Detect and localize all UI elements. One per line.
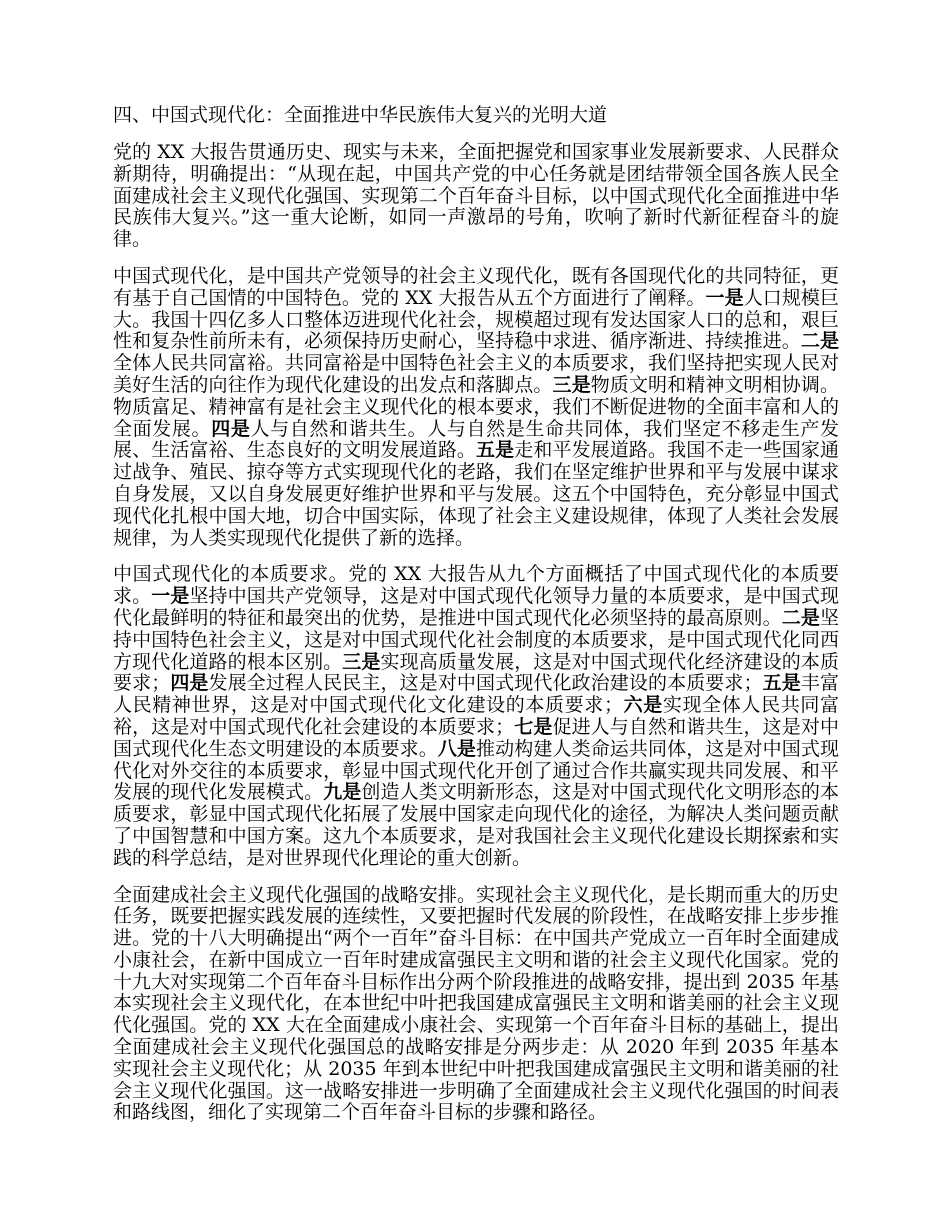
bold-text-run: 五是 (762, 672, 801, 695)
text-run: 全体人民共同富裕。共同富裕是中国特色社会主义的本质要求，我们坚持把实现人民对美好生活的向往作为现代化建设的出发点和落脚点。 (113, 352, 839, 396)
text-run: 发展全过程人民民主，这是对中国式现代化政治建设的本质要求； (208, 672, 763, 695)
text-run: 创造人类文明新形态，这是对中国式现代化文明形态的本质要求，彰显中国式现代化拓展了发展中国家走向现代化的途径，为解决人类问题贡献了中国智慧和中国方案。这九个本质要求，是对我国社会主义现代化建设长期探索和实践的科学总结，是对世界现代化理论的重大创新。 (113, 781, 839, 869)
paragraph (113, 266, 839, 549)
bold-text-run: 二是 (781, 606, 820, 629)
bold-text-run: 三是 (342, 650, 381, 673)
text-run: 实现高质量发展，这是对中国式现代化经济建设的本质要求； (113, 650, 839, 695)
bold-text-run: 五是 (476, 439, 515, 462)
bold-text-run: 八是 (437, 737, 477, 760)
text-run: 坚持中国特色社会主义，这是对中国式现代化社会制度的本质要求，是中国式现代化同西方现代化道路的根本区别。 (113, 606, 839, 673)
bold-text-run: 二是 (800, 330, 839, 353)
text-run: 实现全体人民共同富裕，这是对中国式现代化社会建设的本质要求； (113, 694, 839, 738)
paragraph (113, 885, 839, 1125)
bold-text-run: 六是 (622, 694, 663, 717)
text-run: 党的 XX 大报告贯通历史、现实与未来，全面把握党和国家事业发展新要求、人民群众新期待，明确提出：“从现在起，中国共产党的中心任务就是团结带领全国各族人民全面建成社会主义现代化强国、实现第二个百年奋斗目标，以中国式现代化全面推进中华民族伟大复兴。”这一重大论断，如同一声激昂的号角，吹响了新时代新征程奋斗的旋律。 (113, 141, 839, 251)
text-run: 促进人与自然和谐共生，这是对中国式现代化生态文明建设的本质要求。 (113, 715, 839, 760)
text-run: 坚持中国共产党领导，这是对中国式现代化领导力量的本质要求，是中国式现代化最鲜明的特征和最突出的优势，是推进中国式现代化必须坚持的最高原则。 (113, 585, 839, 629)
text-run: 人口规模巨大。我国十四亿多人口整体迈进现代化社会，规模超过现有发达国家人口的总和，艰巨性和复杂性前所未有，必须保持历史耐心，坚持稳中求进、循序渐进、持续推进。 (113, 286, 839, 353)
bold-text-run: 四是 (211, 417, 251, 440)
bold-text-run: 一是 (705, 286, 744, 309)
text-run: 中国式现代化的本质要求。党的 XX 大报告从九个方面概括了中国式现代化的本质要求。 (113, 563, 839, 608)
text-run: 中国式现代化，是中国共产党领导的社会主义现代化，既有各国现代化的共同特征，更有基于自己国情的中国特色。党的 XX 大报告从五个方面进行了阐释。 (113, 264, 839, 309)
document-body (113, 142, 839, 1124)
text-run: 人与自然和谐共生。人与自然是生命共同体，我们坚定不移走生产发展、生活富裕、生态良好的文明发展道路。 (113, 417, 839, 462)
text-run: 推动构建人类命运共同体，这是对中国式现代化对外交往的本质要求，彰显中国式现代化开创了通过合作共赢实现共同发展、和平发展的现代化发展模式。 (113, 737, 839, 804)
text-run: 丰富人民精神世界，这是对中国式现代化文化建设的本质要求； (113, 672, 839, 717)
bold-text-run: 九是 (323, 781, 362, 804)
paragraph (113, 142, 839, 251)
paragraph (113, 564, 839, 869)
text-run: 全面建成社会主义现代化强国的战略安排。实现社会主义现代化，是长期而重大的历史任务，既要把握实践发展的连续性，又要把握时代发展的阶段性，在战略安排上步步推进。党的十八大明确提出“两个一百年”奋斗目标：在中国共产党成立一百年时全面建成小康社会，在新中国成立一百年时建成富强民主文明和谐的社会主义现代化国家。党的十九大对实现第二个百年奋斗目标作出分两个阶段推进的战略安排，提出到 2035 年基本实现社会主义现代化，在本世纪中叶把我国建成富强民主文明和谐美丽的社会主义现代化强国。党的 XX 大在全面建成小康社会、实现第一个百年奋斗目标的基础上，提出全面建成社会主义现代化强国总的战略安排是分两步走：从 2020 年到 2035 年基本实现社会主义现代化；从 2035 年到本世纪中叶把我国建成富强民主文明和谐美丽的社会主义现代化强国。这一战略安排进一步明确了全面建成社会主义现代化强国的时间表和路线图，细化了实现第二个百年奋斗目标的步骤和路径。 (113, 883, 839, 1124)
bold-text-run: 三是 (552, 373, 591, 396)
bold-text-run: 七是 (514, 715, 553, 738)
document-title: 四、中国式现代化：全面推进中华民族伟大复兴的光明大道 (113, 104, 608, 126)
bold-text-run: 一是 (151, 585, 190, 608)
text-run: 走和平发展道路。我国不走一些国家通过战争、殖民、掠夺等方式实现现代化的老路，我们在坚定维护世界和平与发展中谋求自身发展，又以自身发展更好维护世界和平与发展。这五个中国特色，充分彰显中国式现代化扎根中国大地，切合中国实际，体现了社会主义建设规律，体现了人类社会发展规律，为人类实现现代化提供了新的选择。 (113, 439, 839, 549)
bold-text-run: 四是 (170, 672, 209, 695)
text-run: 物质文明和精神文明相协调。物质富足、精神富有是社会主义现代化的根本要求，我们不断促进物的全面丰富和人的全面发展。 (113, 373, 839, 440)
